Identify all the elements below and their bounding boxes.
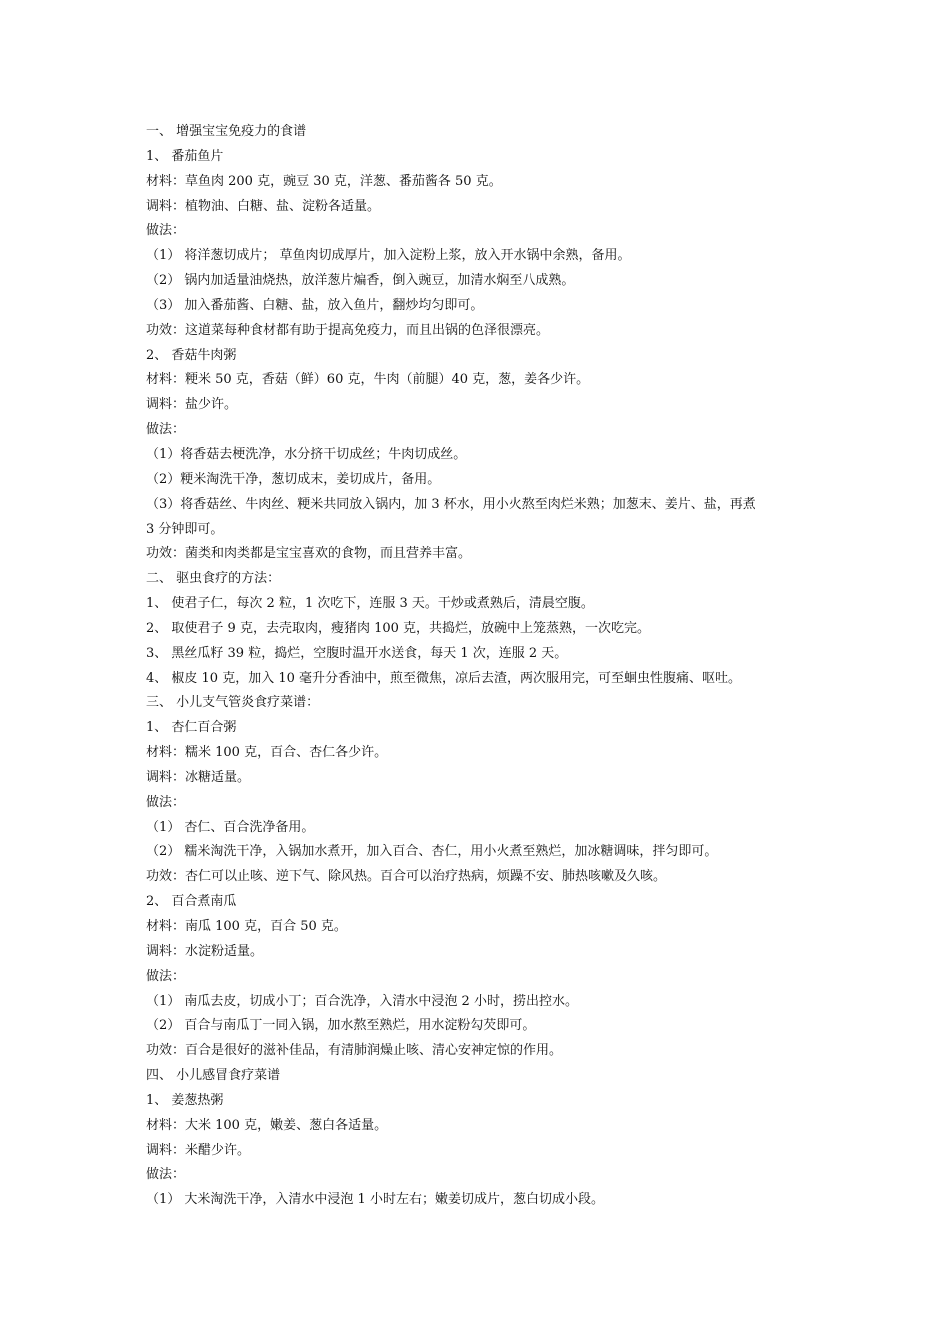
seasoning-line: 调料：水淀粉适量。 bbox=[146, 943, 264, 959]
seasoning-line: 调料：米醋少许。 bbox=[146, 1142, 251, 1158]
recipe-title: 2、 百合煮南瓜 bbox=[146, 894, 237, 910]
method-step: （3） 加入番茄酱、白糖、盐，放入鱼片，翻炒均匀即可。 bbox=[146, 297, 484, 313]
ingredients-line: 材料：大米 100 克，嫩姜、葱白各适量。 bbox=[146, 1117, 388, 1133]
effect-line: 功效：菌类和肉类都是宝宝喜欢的食物，而且营养丰富。 bbox=[146, 546, 472, 562]
section-heading: 一、 增强宝宝免疫力的食谱 bbox=[146, 124, 307, 139]
ingredients-line: 材料：南瓜 100 克，百合 50 克。 bbox=[146, 919, 347, 934]
seasoning-line: 调料：冰糖适量。 bbox=[146, 769, 251, 785]
section-heading: 二、 驱虫食疗的方法： bbox=[146, 571, 281, 587]
effect-line: 功效：百合是很好的滋补佳品，有清肺润燥止咳、清心安神定惊的作用。 bbox=[146, 1043, 563, 1059]
ingredients-line: 材料：糯米 100 克，百合、杏仁各少许。 bbox=[146, 745, 388, 761]
method-label: 做法： bbox=[146, 422, 186, 438]
method-step-continued: 3 分钟即可。 bbox=[146, 521, 224, 537]
ingredients-line: 材料：草鱼肉 200 克，豌豆 30 克，洋葱、番茄酱各 50 克。 bbox=[146, 173, 502, 189]
ingredients-line: 材料：粳米 50 克，香菇（鲜）60 克，牛肉（前腿）40 克，葱，姜各少许。 bbox=[146, 372, 590, 388]
effect-line: 功效：杏仁可以止咳、逆下气、除风热。百合可以治疗热病，烦躁不安、肺热咳嗽及久咳。 bbox=[146, 869, 667, 885]
method-step: （2）粳米淘洗干净，葱切成末，姜切成片，备用。 bbox=[146, 471, 441, 487]
remedy-item: 3、 黑丝瓜籽 39 粒，捣烂，空腹时温开水送食，每天 1 次，连服 2 天。 bbox=[146, 645, 568, 661]
document-body bbox=[146, 120, 816, 1213]
method-step: （1） 大米淘洗干净，入清水中浸泡 1 小时左右；嫩姜切成片，葱白切成小段。 bbox=[146, 1192, 604, 1208]
section-heading: 四、 小儿感冒食疗菜谱 bbox=[146, 1068, 281, 1084]
section-heading: 三、 小儿支气管炎食疗菜谱： bbox=[146, 695, 320, 711]
recipe-title: 1、 姜葱热粥 bbox=[146, 1092, 224, 1108]
method-step: （1） 将洋葱切成片； 草鱼肉切成厚片，加入淀粉上浆，放入开水锅中余熟，备用。 bbox=[146, 248, 631, 264]
recipe-title: 1、 杏仁百合粥 bbox=[146, 720, 237, 736]
method-step: （2） 锅内加适量油烧热，放洋葱片煸香，倒入豌豆，加清水焖至八成熟。 bbox=[146, 273, 575, 289]
method-step: （2） 百合与南瓜丁一同入锅，加水熬至熟烂，用水淀粉勾芡即可。 bbox=[146, 1018, 536, 1034]
seasoning-line: 调料：植物油、白糖、盐、淀粉各适量。 bbox=[146, 198, 381, 214]
effect-line: 功效：这道菜每种食材都有助于提高免疫力，而且出锅的色泽很漂亮。 bbox=[146, 322, 550, 338]
method-step: （1） 南瓜去皮，切成小丁；百合洗净，入清水中浸泡 2 小时，捞出控水。 bbox=[146, 993, 578, 1009]
method-label: 做法： bbox=[146, 794, 186, 810]
method-step: （1）将香菇去梗洗净，水分挤干切成丝；牛肉切成丝。 bbox=[146, 446, 467, 462]
method-label: 做法： bbox=[146, 1167, 186, 1183]
seasoning-line: 调料：盐少许。 bbox=[146, 397, 238, 413]
recipe-title: 2、 香菇牛肉粥 bbox=[146, 347, 237, 363]
method-label: 做法： bbox=[146, 968, 186, 984]
method-step: （1） 杏仁、百合洗净备用。 bbox=[146, 819, 315, 835]
remedy-item: 4、 椒皮 10 克，加入 10 毫升分香油中，煎至微焦，凉后去渣，两次服用完，可至蛔虫性腹痛、呕吐。 bbox=[146, 670, 742, 686]
method-label: 做法： bbox=[146, 223, 186, 239]
remedy-item: 1、 使君子仁，每次 2 粒，1 次吃下，连服 3 天。干炒或煮熟后，清晨空腹。 bbox=[146, 596, 594, 612]
method-step: （2） 糯米淘洗干净，入锅加水煮开，加入百合、杏仁，用小火煮至熟烂，加冰糖调味，拌匀即可。 bbox=[146, 844, 718, 860]
remedy-item: 2、 取使君子 9 克，去壳取肉，瘦猪肉 100 克，共捣烂，放碗中上笼蒸熟，一次吃完。 bbox=[146, 620, 651, 636]
method-step: （3）将香菇丝、牛肉丝、粳米共同放入锅内，加 3 杯水，用小火熬至肉烂米熟；加葱末、姜片、盐，再煮 bbox=[146, 496, 756, 512]
recipe-title: 1、 番茄鱼片 bbox=[146, 148, 224, 164]
